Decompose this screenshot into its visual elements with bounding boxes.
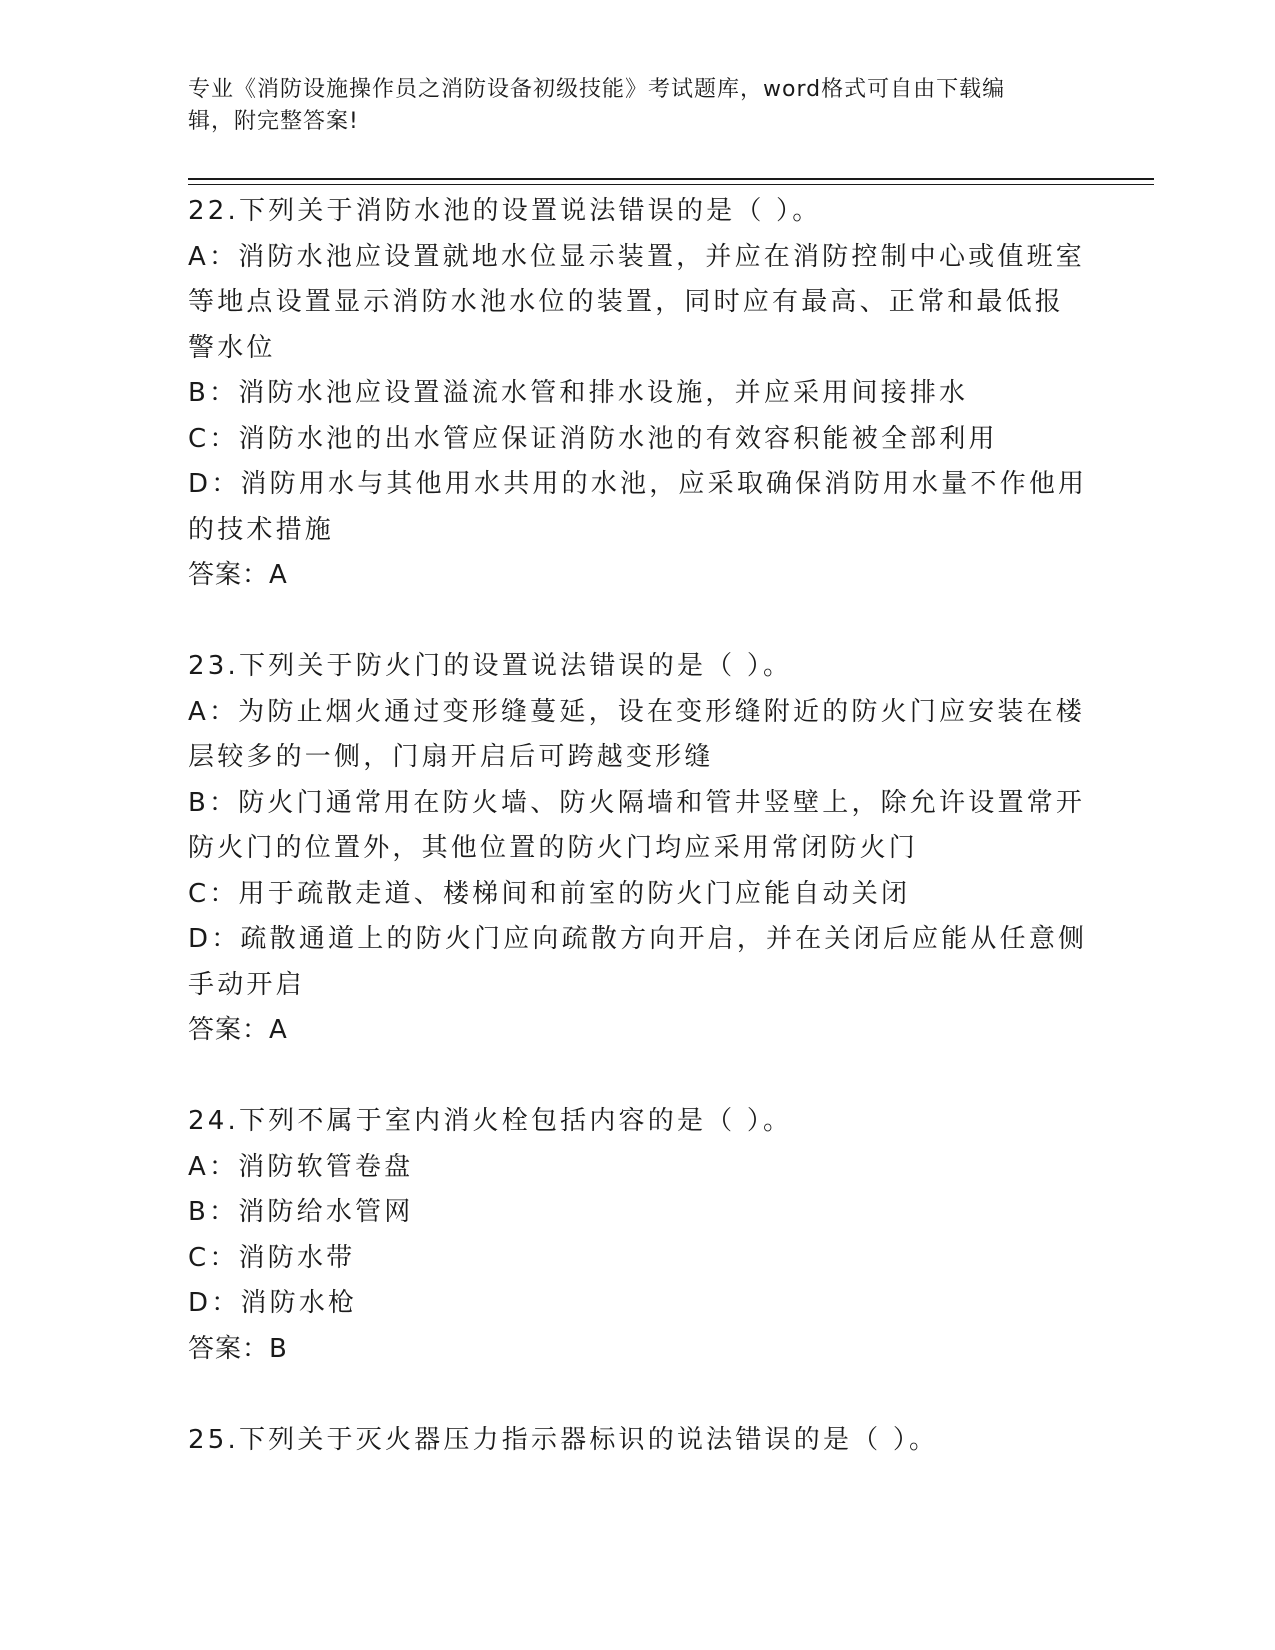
question-stem: 23.下列关于防火门的设置说法错误的是（ ）。 [188, 651, 793, 681]
option-d-cont: 手动开启 [188, 969, 305, 1000]
option-a: A：消防水池应设置就地水位显示装置，并应在消防控制中心或值班室 [188, 241, 1085, 272]
option-d-cont: 的技术措施 [188, 514, 335, 545]
option-c: C：消防水带 [188, 1242, 356, 1273]
question-list [188, 189, 1088, 1463]
answer: 答案：B [188, 1333, 288, 1364]
option-a-cont: 等地点设置显示消防水池水位的装置，同时应有最高、正常和最低报 [188, 287, 1065, 317]
question-stem: 25.下列关于灭火器压力指示器标识的说法错误的是（ ）。 [188, 1424, 939, 1455]
option-d: D：消防水枪 [188, 1288, 358, 1318]
option-d: D：疏散通道上的防火门应向疏散方向开启，并在关闭后应能从任意侧 [188, 924, 1088, 954]
option-c: C：用于疏散走道、楼梯间和前室的防火门应能自动关闭 [188, 878, 911, 909]
option-b-cont: 防火门的位置外，其他位置的防火门均应采用常闭防火门 [188, 833, 919, 863]
option-d: D：消防用水与其他用水共用的水池，应采取确保消防用水量不作他用 [188, 469, 1088, 499]
question-24 [188, 1099, 1078, 1372]
option-a: A：为防止烟火通过变形缝蔓延，设在变形缝附近的防火门应安装在楼 [188, 696, 1085, 727]
header-divider-thin [188, 184, 1154, 185]
spacer [188, 1372, 1078, 1418]
option-b: B：消防水池应设置溢流水管和排水设施，并应采用间接排水 [188, 378, 969, 408]
question-23 [188, 644, 1088, 1054]
option-b: B：防火门通常用在防火墙、防火隔墙和管井竖壁上，除允许设置常开 [188, 787, 1086, 818]
document-header [188, 74, 1068, 138]
option-a-cont: 层较多的一侧，门扇开启后可跨越变形缝 [188, 742, 714, 772]
spacer [188, 1054, 1078, 1100]
header-line-1: 专业《消防设施操作员之消防设备初级技能》考试题库，word格式可自由下载编 [188, 77, 1006, 102]
option-c: C：消防水池的出水管应保证消防水池的有效容积能被全部利用 [188, 423, 998, 454]
header-divider-thick [188, 178, 1154, 180]
answer: 答案：A [188, 560, 288, 590]
question-25 [188, 1418, 1078, 1464]
answer: 答案：A [188, 1015, 288, 1045]
spacer [188, 599, 1078, 645]
option-b: B：消防给水管网 [188, 1197, 414, 1227]
question-stem: 24.下列不属于室内消火栓包括内容的是（ ）。 [188, 1106, 793, 1136]
option-a-cont: 警水位 [188, 332, 276, 363]
header-line-2: 辑，附完整答案! [188, 109, 359, 134]
option-a: A：消防软管卷盘 [188, 1151, 414, 1182]
question-22 [188, 189, 1088, 599]
question-stem: 22.下列关于消防水池的设置说法错误的是（ ）。 [188, 196, 822, 226]
